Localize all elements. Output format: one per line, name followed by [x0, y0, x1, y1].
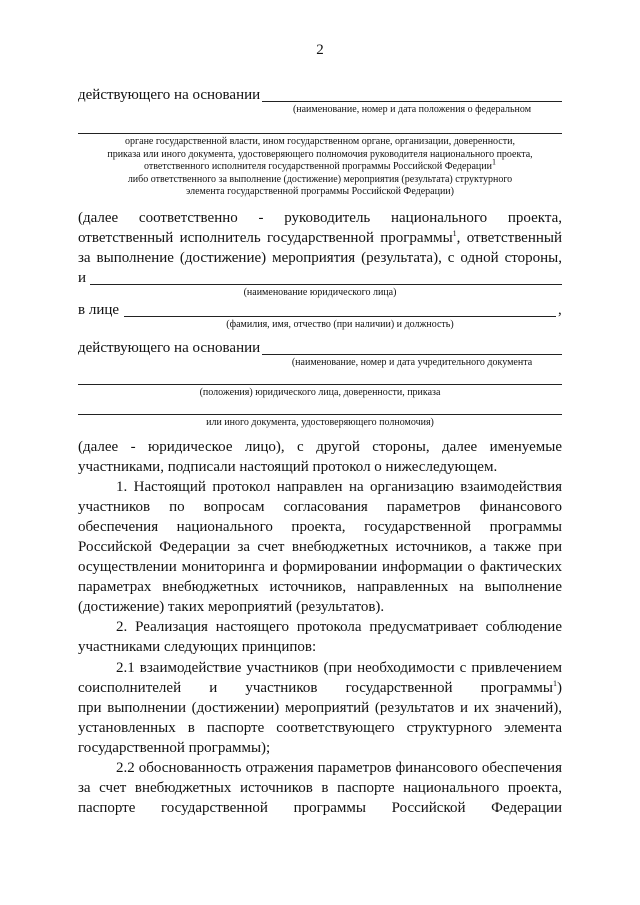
caption-line: элемента государственной программы Российской Федерации)	[186, 186, 454, 197]
and-label: и	[78, 270, 87, 286]
basis-caption-1: (наименование, номер и дата положения о федеральном	[292, 104, 532, 115]
text-line: участников по вопросам согласования параметров финансового	[78, 499, 562, 515]
text-line: паспорте государственной программы Российской Федерации	[78, 800, 562, 816]
paragraph-clause-2	[78, 617, 562, 657]
text-line: осуществлении мониторинга и формировании информации о фактических	[78, 559, 562, 575]
text-line: установленных в паспорте соответствующего структурного элемента	[78, 720, 562, 736]
footnote-mark: 1	[452, 229, 457, 238]
text-line: соисполнителей и участников государственной программы$^1$)	[78, 679, 562, 696]
legal-entity-caption: (наименование юридического лица)	[243, 287, 397, 298]
text-line: при выполнении (достижении) мероприятий (результатов и их значений),	[78, 700, 562, 716]
caption-line: либо ответственного за выполнение (достижение) мероприятия (результата) структурного	[127, 173, 513, 185]
person-caption: (фамилия, имя, отчество (при наличии) и должность)	[226, 319, 454, 330]
page-number: 2	[316, 42, 324, 58]
basis-blank-2c[interactable]	[78, 414, 562, 415]
person-comma: ,	[558, 302, 562, 318]
text-line: за счет внебюджетных источников в паспорте национального проекта,	[78, 780, 562, 796]
text-line: Российской Федерации за счет внебюджетных источников, а также при	[78, 539, 562, 555]
basis-blank-2b[interactable]	[78, 384, 562, 385]
text-line: 2. Реализация настоящего протокола предусматривает соблюдение	[116, 619, 562, 635]
text-line: обеспечения национального проекта, государственной программы	[78, 519, 562, 535]
caption-line: приказа или иного документа, удостоверяющего полномочия руководителя национального проекта,	[107, 148, 533, 160]
legal-entity-blank[interactable]	[90, 284, 562, 285]
footnote-mark: 1	[553, 679, 557, 688]
basis-caption-block-1	[78, 136, 562, 199]
text-line: участниками следующих принципов:	[78, 639, 317, 655]
in-person-label: в лице	[78, 302, 120, 318]
text-line: параметрах внебюджетных источников, направленных на выполнение	[78, 579, 562, 595]
basis-caption-2c: или иного документа, удостоверяющего полномочия)	[206, 417, 434, 428]
text-line: (далее - юридическое лицо), с другой стороны, далее именуемые	[78, 439, 562, 455]
text-line: (далее соответственно - руководитель национального проекта,	[78, 210, 562, 226]
text-line: участниками, подписали настоящий протокол о нижеследующем.	[78, 459, 498, 475]
paragraph-designation-1	[78, 208, 562, 268]
paragraph-clause-1	[78, 477, 562, 617]
text-line: государственной программы);	[78, 740, 271, 756]
basis-label-1: действующего на основании	[78, 87, 261, 103]
text-line: 2.1 взаимодействие участников (при необходимости с привлечением	[116, 660, 562, 676]
caption-line: органе государственной власти, ином государственном органе, организации, доверенности,	[125, 136, 515, 147]
basis-caption-2: (наименование, номер и дата учредительного документа	[291, 357, 533, 368]
basis-label-2: действующего на основании	[78, 340, 261, 356]
text-line: (достижение) таких мероприятий (результатов).	[78, 599, 385, 615]
basis-blank-1b[interactable]	[78, 133, 562, 134]
text-line: за выполнение (достижение) мероприятия (результата), с одной стороны,	[78, 250, 562, 266]
paragraph-designation-2	[78, 437, 562, 477]
caption-line: ответственного исполнителя государственной программы Российской Федерации$^1$	[144, 157, 496, 172]
text-line: ответственный исполнитель государственной программы$^1$, ответственный	[78, 229, 563, 246]
text-line: 2.2 обоснованность отражения параметров финансового обеспечения	[116, 760, 562, 776]
paragraph-clause-2-1	[78, 658, 562, 758]
footnote-mark: 1	[491, 157, 496, 167]
text-line: 1. Настоящий протокол направлен на организацию взаимодействия	[116, 479, 562, 495]
basis-blank-1[interactable]	[262, 101, 562, 102]
basis-caption-2b: (положения) юридического лица, доверенности, приказа	[199, 387, 441, 398]
paragraph-clause-2-2	[78, 758, 562, 818]
basis-blank-2[interactable]	[262, 354, 562, 355]
person-blank[interactable]	[124, 316, 556, 317]
